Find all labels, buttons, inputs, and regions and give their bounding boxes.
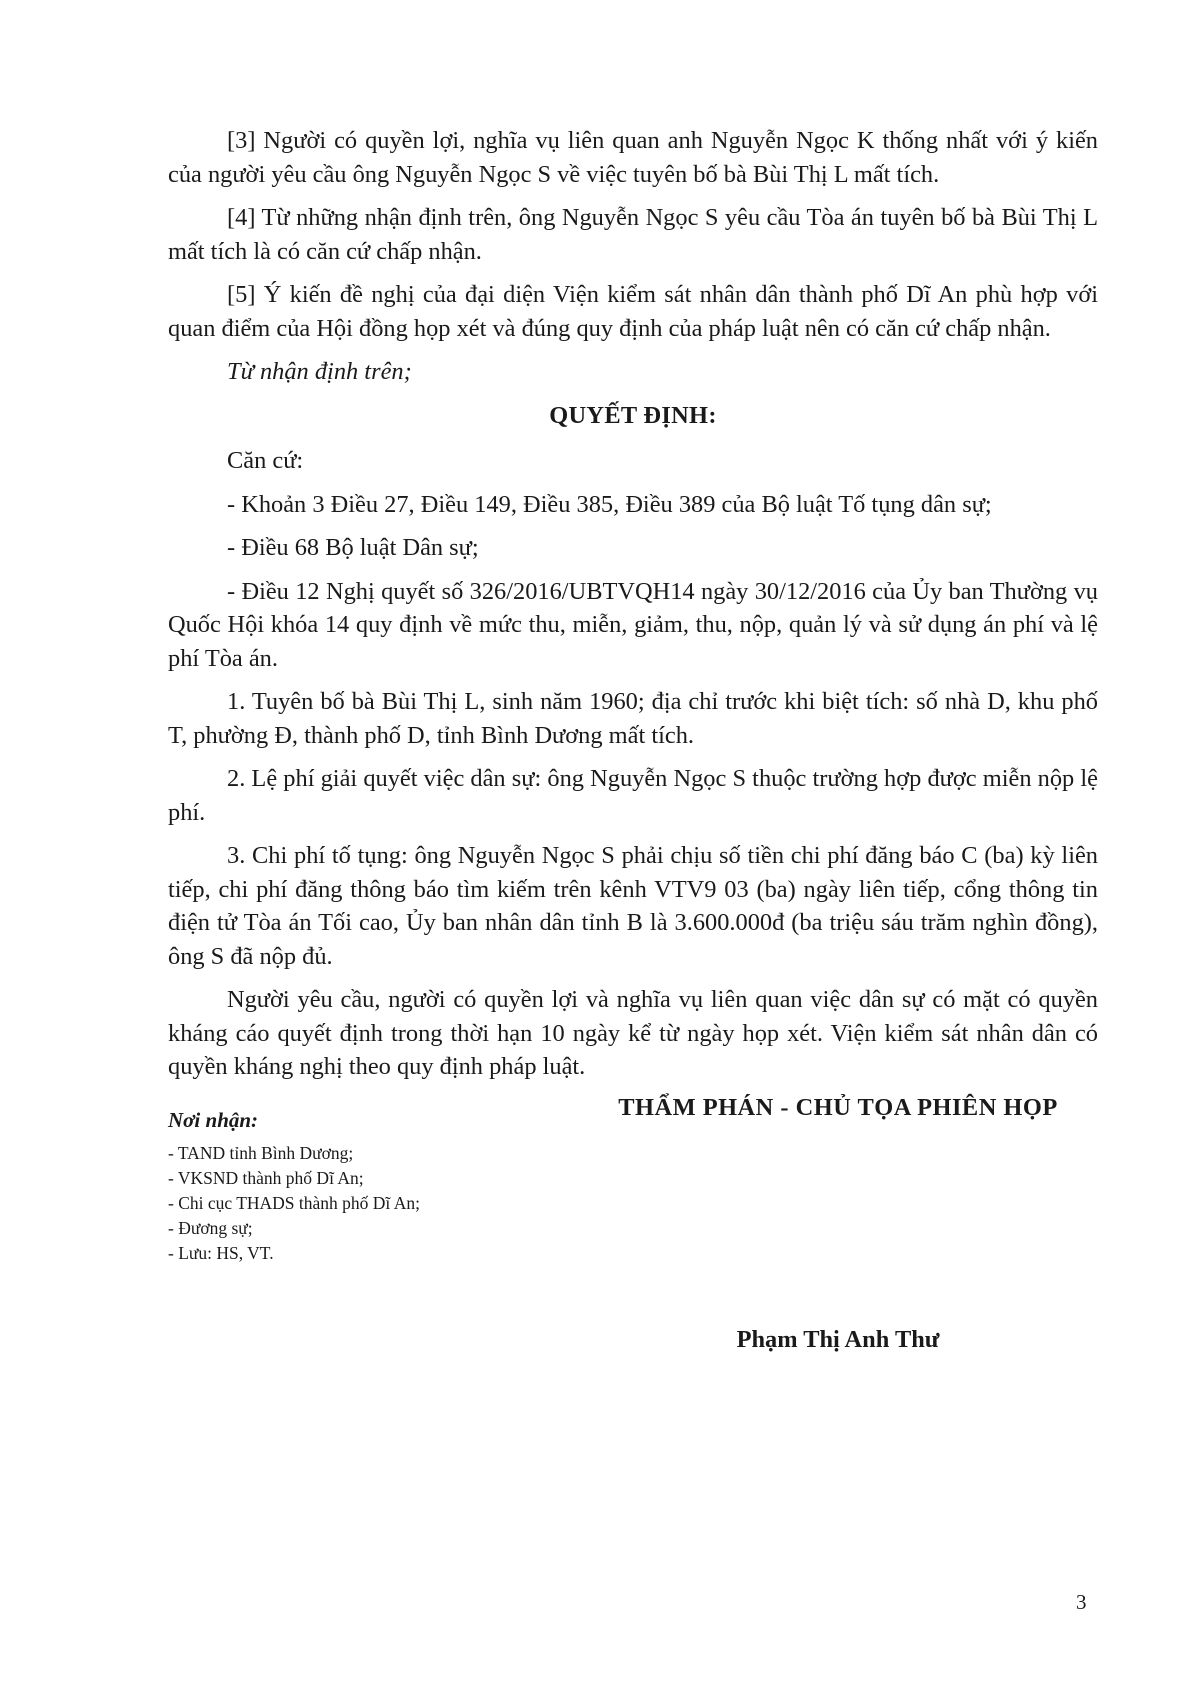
recipients-list xyxy=(168,1141,588,1266)
from-findings-line: Từ nhận định trên; xyxy=(227,358,412,385)
paragraph-5: [5] Ý kiến đề nghị của đại diện Viện kiểm sát nhân dân thành phố Dĩ An phù hợp với quan điểm của Hội đồng họp xét và đúng quy định của pháp luật nên có căn cứ chấp nhận. xyxy=(168,281,1098,342)
recipients-title: Nơi nhận: xyxy=(168,1107,259,1132)
page-number: 3 xyxy=(1076,1590,1087,1614)
recipient-item: - VKSND thành phố Dĩ An; xyxy=(168,1167,364,1188)
judge-name: Phạm Thị Anh Thư xyxy=(736,1325,940,1353)
recipient-item: - TAND tỉnh Bình Dương; xyxy=(168,1142,354,1163)
appeal-note: Người yêu cầu, người có quyền lợi và nghĩa vụ liên quan việc dân sự có mặt có quyền kháng cáo quyết định trong thời hạn 10 ngày kể từ ngày họp xét. Viện kiểm sát nhân dân có quyền kháng nghị theo quy định pháp luật. xyxy=(168,986,1098,1080)
decision-item-3: 3. Chi phí tố tụng: ông Nguyễn Ngọc S phải chịu số tiền chi phí đăng báo C (ba) kỳ liên tiếp, chi phí đăng thông báo tìm kiếm trên kênh VTV9 03 (ba) ngày liên tiếp, cổng thông tin điện tử Tòa án Tối cao, Ủy ban nhân dân tỉnh B là 3.600.000đ (ba triệu sáu trăm nghìn đồng), ông S đã nộp đủ. xyxy=(168,842,1098,970)
recipient-item: - Lưu: HS, VT. xyxy=(168,1242,274,1263)
decision-item-1: 1. Tuyên bố bà Bùi Thị L, sinh năm 1960; địa chỉ trước khi biệt tích: số nhà D, khu phố T, phường Đ, thành phố D, tỉnh Bình Dương mất tích. xyxy=(168,688,1098,749)
document-page xyxy=(168,124,1098,1664)
recipient-item: - Chi cục THADS thành phố Dĩ An; xyxy=(168,1192,420,1213)
decision-heading: QUYẾT ĐỊNH: xyxy=(549,401,717,429)
recipient-item: - Đương sự; xyxy=(168,1217,253,1238)
paragraph-4: [4] Từ những nhận định trên, ông Nguyễn Ngọc S yêu cầu Tòa án tuyên bố bà Bùi Thị L mất tích là có căn cứ chấp nhận. xyxy=(168,204,1098,265)
legal-basis-item: - Điều 68 Bộ luật Dân sự; xyxy=(227,534,479,561)
legal-basis-intro: Căn cứ: xyxy=(227,447,304,474)
decision-item-2: 2. Lệ phí giải quyết việc dân sự: ông Nguyễn Ngọc S thuộc trường hợp được miễn nộp lệ phí. xyxy=(168,765,1098,826)
signature-block xyxy=(168,1094,1098,1454)
judge-title: THẨM PHÁN - CHỦ TỌA PHIÊN HỌP xyxy=(618,1093,1058,1121)
recipients-block xyxy=(168,1108,588,1266)
paragraph-3: [3] Người có quyền lợi, nghĩa vụ liên quan anh Nguyễn Ngọc K thống nhất với ý kiến của người yêu cầu ông Nguyễn Ngọc S về việc tuyên bố bà Bùi Thị L mất tích. xyxy=(168,127,1098,188)
legal-basis-item: - Khoản 3 Điều 27, Điều 149, Điều 385, Điều 389 của Bộ luật Tố tụng dân sự; xyxy=(227,490,992,518)
legal-basis-item: - Điều 12 Nghị quyết số 326/2016/UBTVQH14 ngày 30/12/2016 của Ủy ban Thường vụ Quốc Hội khóa 14 quy định về mức thu, miễn, giảm, thu, nộp, quản lý và sử dụng án phí và lệ phí Tòa án. xyxy=(168,577,1098,672)
